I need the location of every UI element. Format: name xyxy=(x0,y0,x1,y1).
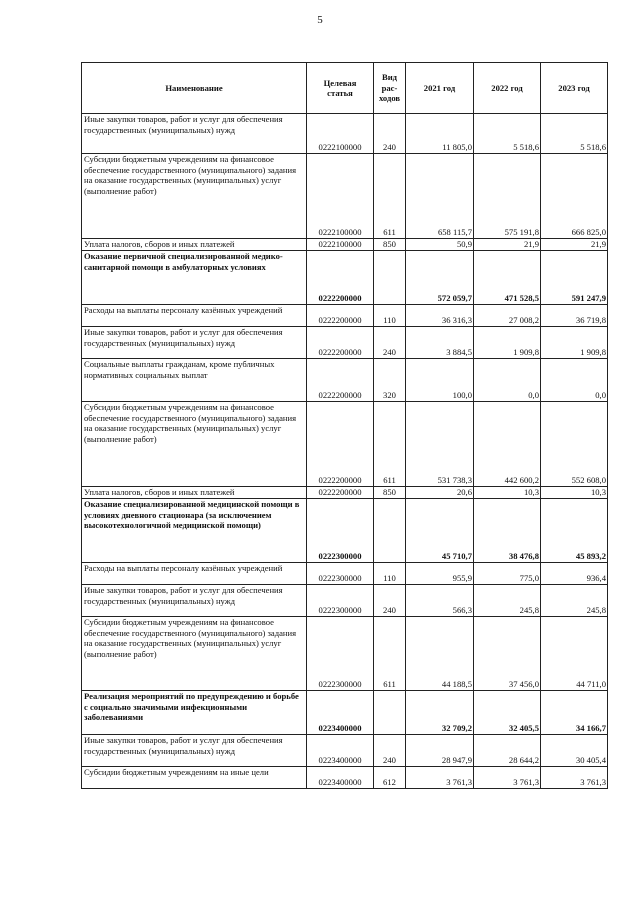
row-name: Расходы на выплаты персоналу казённых учреждений xyxy=(82,305,307,327)
header-type: Вид рас-ходов xyxy=(374,63,406,114)
row-name: Оказание специализированной медицинской помощи в условиях дневного стационара (за исключением высокотехнологичной медицинской помощи) xyxy=(82,499,307,563)
table-row xyxy=(82,767,608,789)
row-2021: 28 947,9 xyxy=(406,735,474,767)
row-2023: 36 719,8 xyxy=(541,305,608,327)
row-2022: 32 405,5 xyxy=(474,691,541,735)
row-name: Расходы на выплаты персоналу казённых учреждений xyxy=(82,563,307,585)
row-2022: 471 528,5 xyxy=(474,251,541,305)
row-name: Иные закупки товаров, работ и услуг для обеспечения государственных (муниципальных) нужд xyxy=(82,735,307,767)
row-2023: 591 247,9 xyxy=(541,251,608,305)
row-2021: 531 738,3 xyxy=(406,402,474,487)
row-name: Субсидии бюджетным учреждениям на финансовое обеспечение государственного (муниципального) задания на оказание государственных (муниципальных) услуг (выполнение работ) xyxy=(82,617,307,691)
table-row xyxy=(82,402,608,487)
table-row xyxy=(82,154,608,239)
row-2023: 45 893,2 xyxy=(541,499,608,563)
row-name: Уплата налогов, сборов и иных платежей xyxy=(82,239,307,251)
row-2021: 100,0 xyxy=(406,359,474,402)
row-name: Субсидии бюджетным учреждениям на финансовое обеспечение государственного (муниципального) задания на оказание государственных (муниципальных) услуг (выполнение работ) xyxy=(82,402,307,487)
row-target: 0223400000 xyxy=(307,767,374,789)
page-number: 5 xyxy=(317,14,323,26)
row-target: 0223400000 xyxy=(307,735,374,767)
row-type: 850 xyxy=(374,487,406,499)
row-name: Социальные выплаты гражданам, кроме публичных нормативных социальных выплат xyxy=(82,359,307,402)
row-2023: 5 518,6 xyxy=(541,114,608,154)
row-target: 0222100000 xyxy=(307,154,374,239)
table-row xyxy=(82,487,608,499)
row-name: Уплата налогов, сборов и иных платежей xyxy=(82,487,307,499)
row-name: Реализация мероприятий по предупреждению и борьбе с социально значимыми инфекционными заболеваниями xyxy=(82,691,307,735)
row-target: 0222300000 xyxy=(307,617,374,691)
row-type: 240 xyxy=(374,735,406,767)
row-2023: 666 825,0 xyxy=(541,154,608,239)
row-2021: 572 059,7 xyxy=(406,251,474,305)
row-2022: 245,8 xyxy=(474,585,541,617)
row-type: 611 xyxy=(374,402,406,487)
row-2023: 34 166,7 xyxy=(541,691,608,735)
table-row xyxy=(82,327,608,359)
row-target: 0222100000 xyxy=(307,114,374,154)
row-type: 850 xyxy=(374,239,406,251)
row-2023: 3 761,3 xyxy=(541,767,608,789)
row-2022: 0,0 xyxy=(474,359,541,402)
row-type: 240 xyxy=(374,114,406,154)
row-name: Оказание первичной специализированной медико-санитарной помощи в амбулаторных условиях xyxy=(82,251,307,305)
row-target: 0222300000 xyxy=(307,499,374,563)
table-row xyxy=(82,691,608,735)
row-type xyxy=(374,251,406,305)
row-2023: 552 608,0 xyxy=(541,402,608,487)
row-2022: 37 456,0 xyxy=(474,617,541,691)
row-2022: 775,0 xyxy=(474,563,541,585)
table-body xyxy=(82,114,608,789)
row-2023: 0,0 xyxy=(541,359,608,402)
table-row xyxy=(82,239,608,251)
row-name: Субсидии бюджетным учреждениям на финансовое обеспечение государственного (муниципального) задания на оказание государственных (муниципальных) услуг (выполнение работ) xyxy=(82,154,307,239)
row-2021: 3 761,3 xyxy=(406,767,474,789)
row-target: 0222200000 xyxy=(307,402,374,487)
row-name: Иные закупки товаров, работ и услуг для обеспечения государственных (муниципальных) нужд xyxy=(82,585,307,617)
table-row xyxy=(82,499,608,563)
budget-table xyxy=(81,62,608,789)
row-2021: 20,6 xyxy=(406,487,474,499)
row-type xyxy=(374,499,406,563)
row-2023: 30 405,4 xyxy=(541,735,608,767)
row-target: 0222200000 xyxy=(307,327,374,359)
row-2021: 32 709,2 xyxy=(406,691,474,735)
header-target: Целевая статья xyxy=(307,63,374,114)
row-2022: 38 476,8 xyxy=(474,499,541,563)
row-2022: 1 909,8 xyxy=(474,327,541,359)
row-2021: 45 710,7 xyxy=(406,499,474,563)
row-target: 0223400000 xyxy=(307,691,374,735)
row-type: 611 xyxy=(374,154,406,239)
row-target: 0222200000 xyxy=(307,487,374,499)
row-target: 0222300000 xyxy=(307,563,374,585)
row-target: 0222300000 xyxy=(307,585,374,617)
row-2022: 442 600,2 xyxy=(474,402,541,487)
row-type xyxy=(374,691,406,735)
row-2022: 5 518,6 xyxy=(474,114,541,154)
row-type: 110 xyxy=(374,305,406,327)
row-type: 320 xyxy=(374,359,406,402)
table-row xyxy=(82,305,608,327)
row-2021: 3 884,5 xyxy=(406,327,474,359)
row-2022: 10,3 xyxy=(474,487,541,499)
row-2023: 245,8 xyxy=(541,585,608,617)
table-row xyxy=(82,617,608,691)
row-2021: 11 805,0 xyxy=(406,114,474,154)
table-row xyxy=(82,359,608,402)
row-type: 240 xyxy=(374,585,406,617)
row-target: 0222100000 xyxy=(307,239,374,251)
header-name: Наименование xyxy=(82,63,307,114)
row-2021: 44 188,5 xyxy=(406,617,474,691)
row-2023: 936,4 xyxy=(541,563,608,585)
row-2022: 3 761,3 xyxy=(474,767,541,789)
row-name: Иные закупки товаров, работ и услуг для обеспечения государственных (муниципальных) нужд xyxy=(82,327,307,359)
table-header-row xyxy=(82,63,608,114)
row-type: 240 xyxy=(374,327,406,359)
table-row xyxy=(82,114,608,154)
row-2023: 21,9 xyxy=(541,239,608,251)
row-type: 110 xyxy=(374,563,406,585)
row-target: 0222200000 xyxy=(307,251,374,305)
table-row xyxy=(82,251,608,305)
row-2021: 50,9 xyxy=(406,239,474,251)
row-2022: 21,9 xyxy=(474,239,541,251)
row-2022: 27 008,2 xyxy=(474,305,541,327)
row-2023: 44 711,0 xyxy=(541,617,608,691)
row-target: 0222200000 xyxy=(307,305,374,327)
header-2022: 2022 год xyxy=(474,63,541,114)
row-name: Иные закупки товаров, работ и услуг для обеспечения государственных (муниципальных) нужд xyxy=(82,114,307,154)
row-2021: 36 316,3 xyxy=(406,305,474,327)
row-2022: 575 191,8 xyxy=(474,154,541,239)
table-row xyxy=(82,563,608,585)
header-2021: 2021 год xyxy=(406,63,474,114)
table-row xyxy=(82,735,608,767)
row-2021: 955,9 xyxy=(406,563,474,585)
row-2021: 566,3 xyxy=(406,585,474,617)
row-2023: 1 909,8 xyxy=(541,327,608,359)
row-name: Субсидии бюджетным учреждениям на иные цели xyxy=(82,767,307,789)
row-type: 611 xyxy=(374,617,406,691)
row-target: 0222200000 xyxy=(307,359,374,402)
table-row xyxy=(82,585,608,617)
header-2023: 2023 год xyxy=(541,63,608,114)
row-2021: 658 115,7 xyxy=(406,154,474,239)
row-2023: 10,3 xyxy=(541,487,608,499)
row-2022: 28 644,2 xyxy=(474,735,541,767)
row-type: 612 xyxy=(374,767,406,789)
